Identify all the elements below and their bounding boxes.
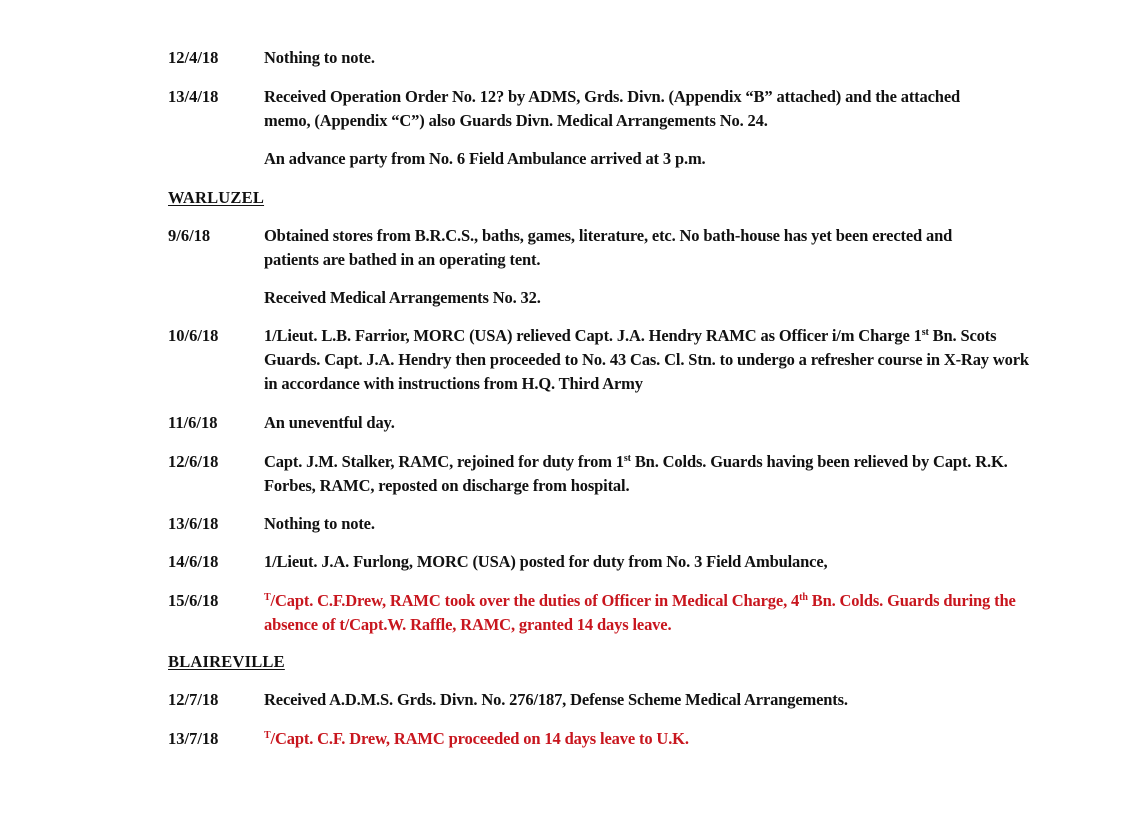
entry-text: Nothing to note. [264,514,375,533]
entry-text-part: Capt. J.M. Stalker, RAMC, rejoined for duty from 1 [264,452,624,471]
entry-text [264,589,1029,637]
entry-date: 13/4/18 [168,87,219,106]
entry-date: 10/6/18 [168,326,219,345]
section-heading-warluzel: WARLUZEL [168,188,265,207]
temporary-rank-prefix: T [264,730,271,741]
entry-date: 9/6/18 [168,226,211,245]
entry-text [264,727,1024,751]
entry-date: 13/6/18 [168,514,219,533]
entry-text [264,324,1029,396]
entry-text: Obtained stores from B.R.C.S., baths, games, literature, etc. No bath-house has yet been erected and patients are bathed in an operating tent. [264,226,953,269]
entry-text: 1/Lieut. J.A. Furlong, MORC (USA) posted for duty from No. 3 Field Ambulance, [264,552,828,571]
entry-text-part: Bn. Colds. Guards during the absence of t/Capt.W. Raffle, RAMC, granted 14 days leave. [264,591,1016,634]
entry-text-part: Bn. Scots Guards. Capt. J.A. Hendry then proceeded to No. 43 Cas. Cl. Stn. to undergo a refresher course in X-Ray work in accordance with instructions from H.Q. Third Army [264,326,1029,393]
entry-date: 13/7/18 [168,729,219,748]
entry-date: 12/7/18 [168,690,219,709]
entry-text [264,450,1029,498]
entry-text: An advance party from No. 6 Field Ambulance arrived at 3 p.m. [264,149,706,168]
temporary-rank-prefix: T [264,592,271,603]
entry-text-part: 1/Lieut. L.B. Farrior, MORC (USA) relieved Capt. J.A. Hendry RAMC as Officer i/m Charge 1 [264,326,922,345]
entry-text: Nothing to note. [264,48,375,67]
entry-text-part: Bn. Colds. Guards having been relieved by Capt. R.K. Forbes, RAMC, reposted on discharge from hospital. [264,452,1008,495]
entry-date: 12/4/18 [168,48,219,67]
entry-text: An uneventful day. [264,413,395,432]
entry-text: Received A.D.M.S. Grds. Divn. No. 276/187, Defense Scheme Medical Arrangements. [264,690,848,709]
entry-text: Received Medical Arrangements No. 32. [264,288,541,307]
entry-text-part: /Capt. C.F. Drew, RAMC proceeded on 14 days leave to U.K. [270,729,689,748]
ordinal-suffix: th [799,592,808,603]
entry-date: 14/6/18 [168,552,219,571]
entry-date: 15/6/18 [168,591,219,610]
entry-text: Received Operation Order No. 12? by ADMS, Grds. Divn. (Appendix “B” attached) and the attached memo, (Appendix “C”) also Guards Divn. Medical Arrangements No. 24. [264,87,961,130]
entry-text-part: /Capt. C.F.Drew, RAMC took over the duties of Officer in Medical Charge, 4 [270,591,800,610]
ordinal-suffix: st [623,453,631,464]
entry-date: 12/6/18 [168,452,219,471]
section-heading-blaireville: BLAIREVILLE [168,652,285,671]
entry-date: 11/6/18 [168,413,218,432]
ordinal-suffix: st [921,327,929,338]
